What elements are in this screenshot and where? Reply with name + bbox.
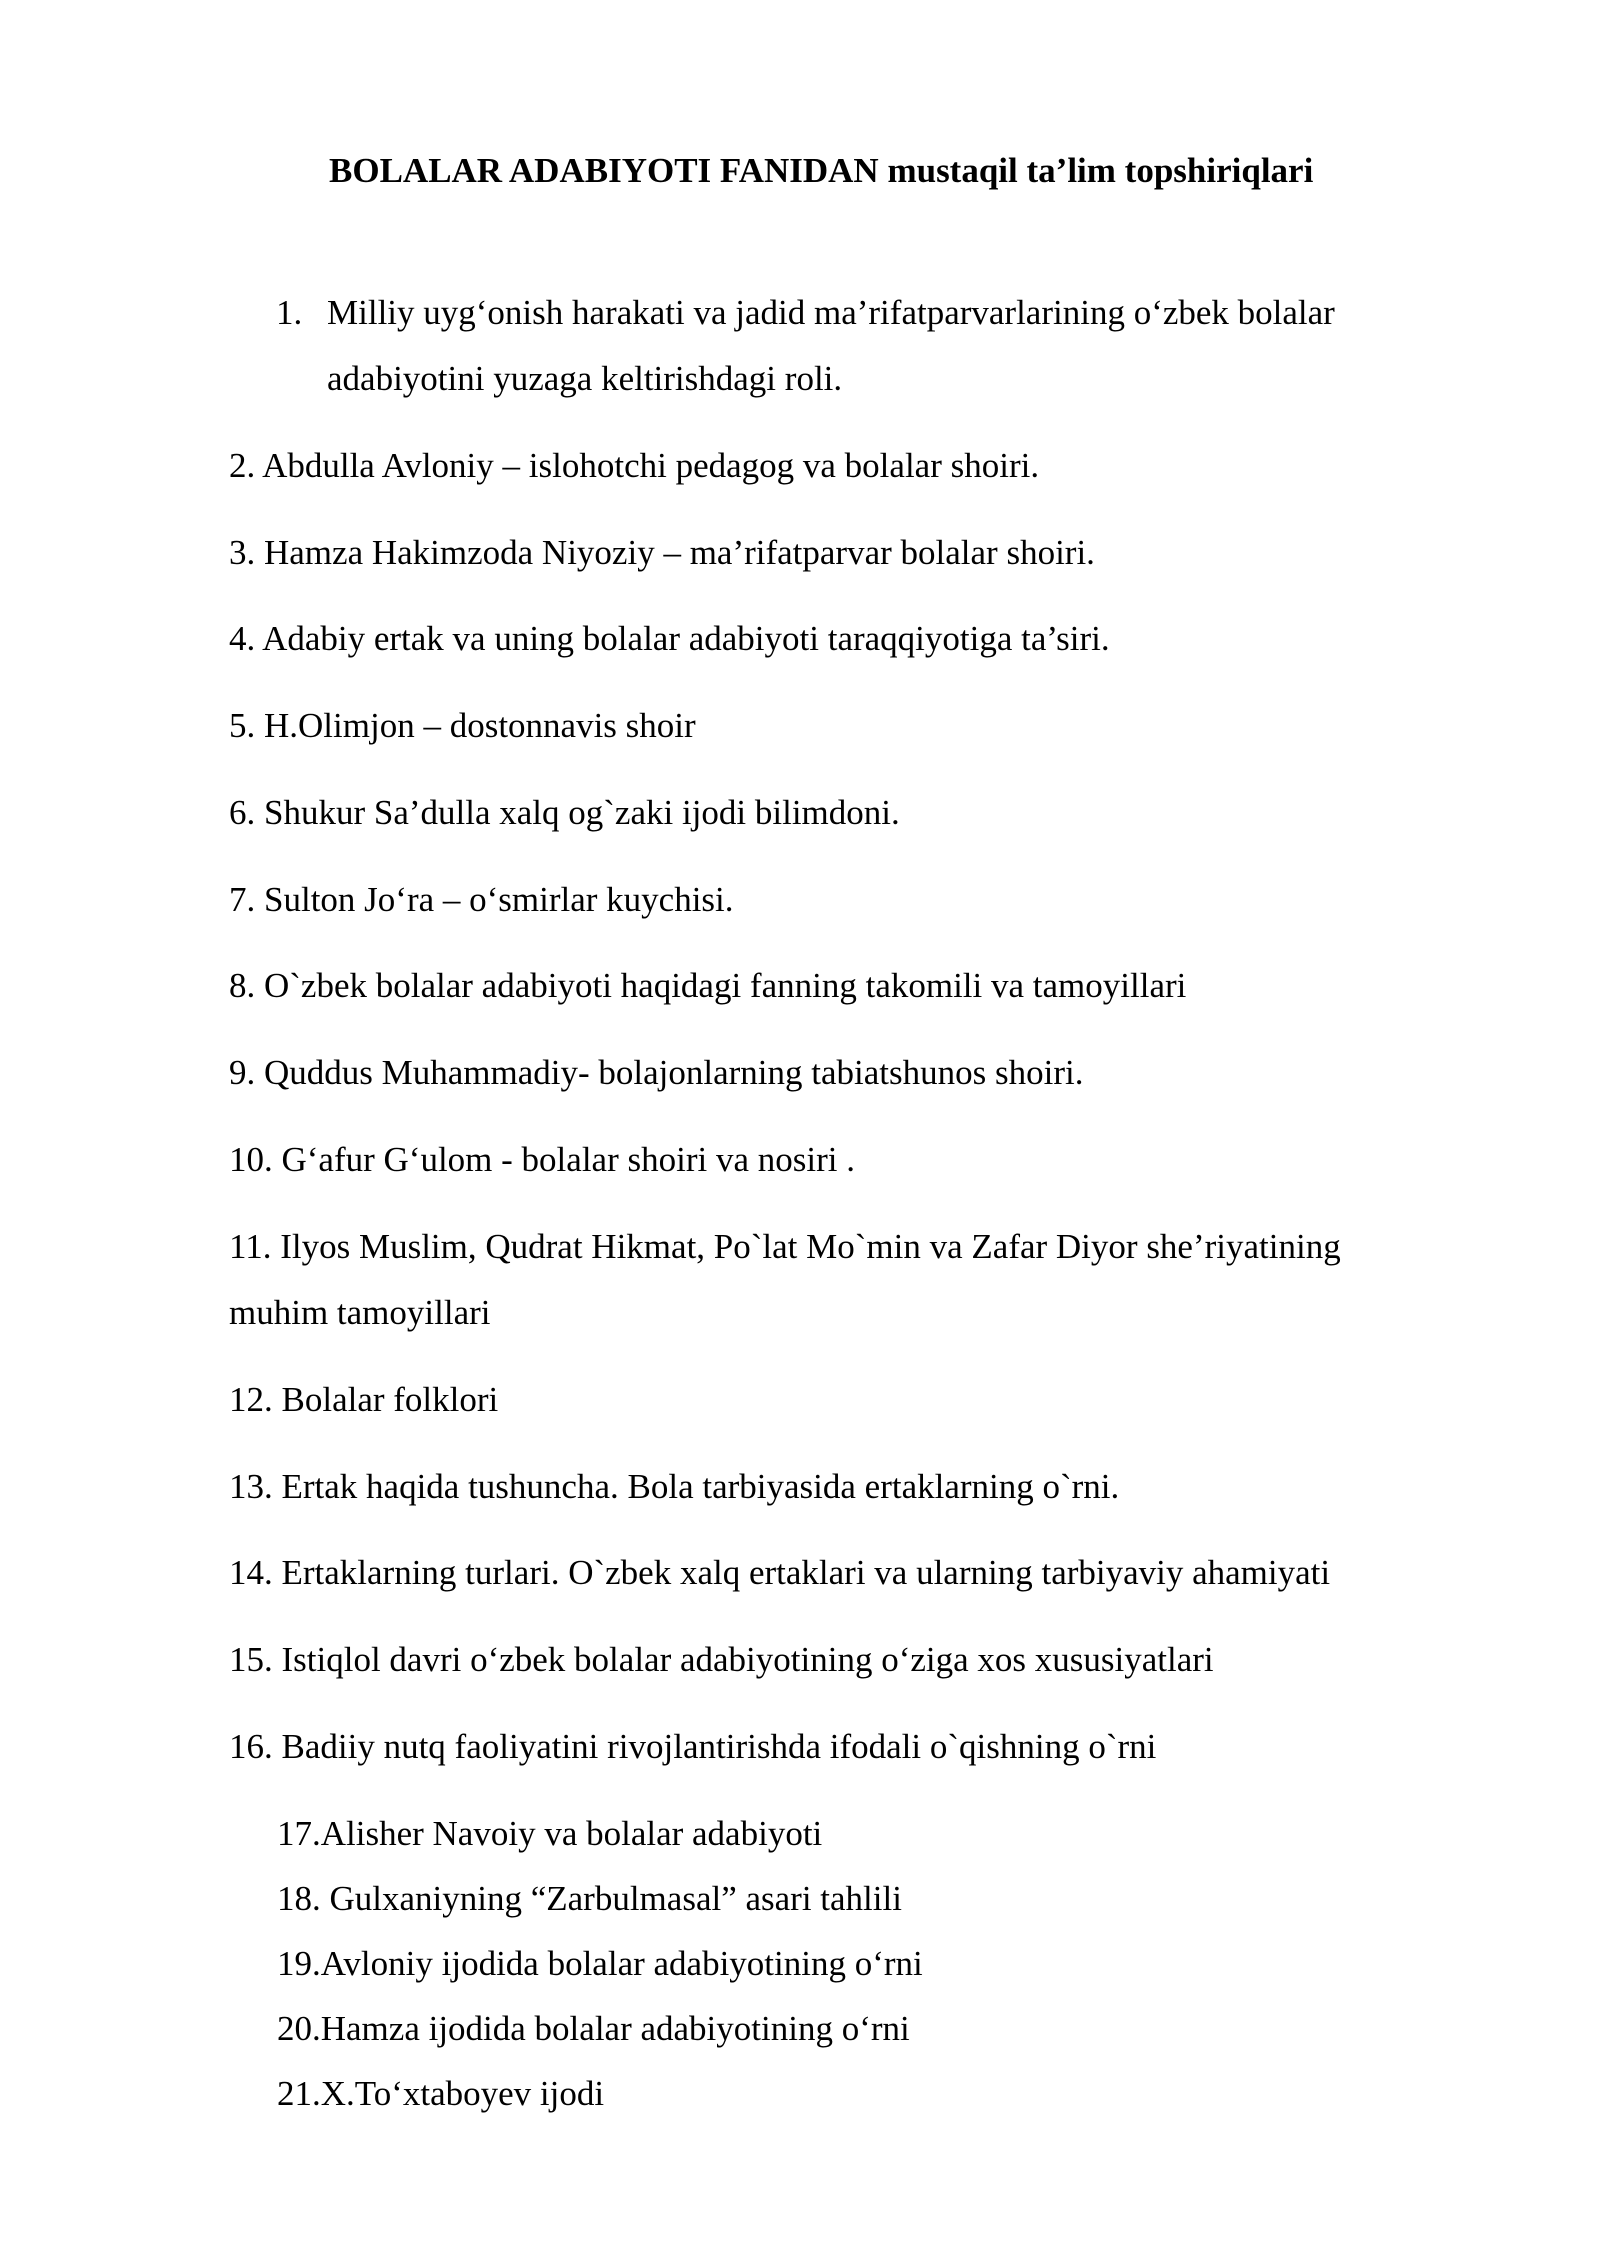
list-item-2: 2. Abdulla Avloniy – islohotchi pedagog va bolalar shoiri. xyxy=(229,446,1040,485)
list-item-14: 14. Ertaklarning turlari. O`zbek xalq ertaklari va ularning tarbiyaviy ahamiyati xyxy=(229,1553,1331,1592)
list-item-3: 3. Hamza Hakimzoda Niyoziy – ma’rifatparvar bolalar shoiri. xyxy=(229,533,1095,572)
list-item-6: 6. Shukur Sa’dulla xalq og`zaki ijodi bilimdoni. xyxy=(229,793,900,832)
list-item-13: 13. Ertak haqida tushuncha. Bola tarbiyasida ertaklarning o`rni. xyxy=(229,1467,1120,1506)
list-item-8: 8. O`zbek bolalar adabiyoti haqidagi fanning takomili va tamoyillari xyxy=(229,966,1187,1005)
list-item-11-line1: 11. Ilyos Muslim, Qudrat Hikmat, Po`lat Mo`min va Zafar Diyor she’riyatining xyxy=(229,1227,1341,1266)
list-item-18: 18. Gulxaniyning “Zarbulmasal” asari tahlili xyxy=(277,1879,902,1918)
list-item-9: 9. Quddus Muhammadiy- bolajonlarning tabiatshunos shoiri. xyxy=(229,1053,1084,1092)
list-item-1-number: 1. xyxy=(276,293,303,332)
list-item-7: 7. Sulton Jo‘ra – o‘smirlar kuychisi. xyxy=(229,880,734,919)
list-item-21: 21.X.To‘xtaboyev ijodi xyxy=(277,2074,605,2113)
list-item-12: 12. Bolalar folklori xyxy=(229,1380,499,1419)
list-item-19: 19.Avloniy ijodida bolalar adabiyotining o‘rni xyxy=(277,1944,923,1983)
list-item-20: 20.Hamza ijodida bolalar adabiyotining o‘rni xyxy=(277,2009,910,2048)
document-title: BOLALAR ADABIYOTI FANIDAN mustaqil ta’lim topshiriqlari xyxy=(329,151,1314,190)
list-item-16: 16. Badiiy nutq faoliyatini rivojlantirishda ifodali o`qishning o`rni xyxy=(229,1727,1157,1766)
list-item-11-line2: muhim tamoyillari xyxy=(229,1293,491,1332)
list-item-1-line1: Milliy uyg‘onish harakati va jadid ma’rifatparvarlarining o‘zbek bolalar xyxy=(327,293,1335,332)
list-item-10: 10. G‘afur G‘ulom - bolalar shoiri va nosiri . xyxy=(229,1140,855,1179)
list-item-5: 5. H.Olimjon – dostonnavis shoir xyxy=(229,706,696,745)
list-item-4: 4. Adabiy ertak va uning bolalar adabiyoti taraqqiyotiga ta’siri. xyxy=(229,619,1110,658)
list-item-1-line2: adabiyotini yuzaga keltirishdagi roli. xyxy=(327,359,843,398)
list-item-17: 17.Alisher Navoiy va bolalar adabiyoti xyxy=(277,1814,823,1853)
list-item-15: 15. Istiqlol davri o‘zbek bolalar adabiyotining o‘ziga xos xususiyatlari xyxy=(229,1640,1214,1679)
